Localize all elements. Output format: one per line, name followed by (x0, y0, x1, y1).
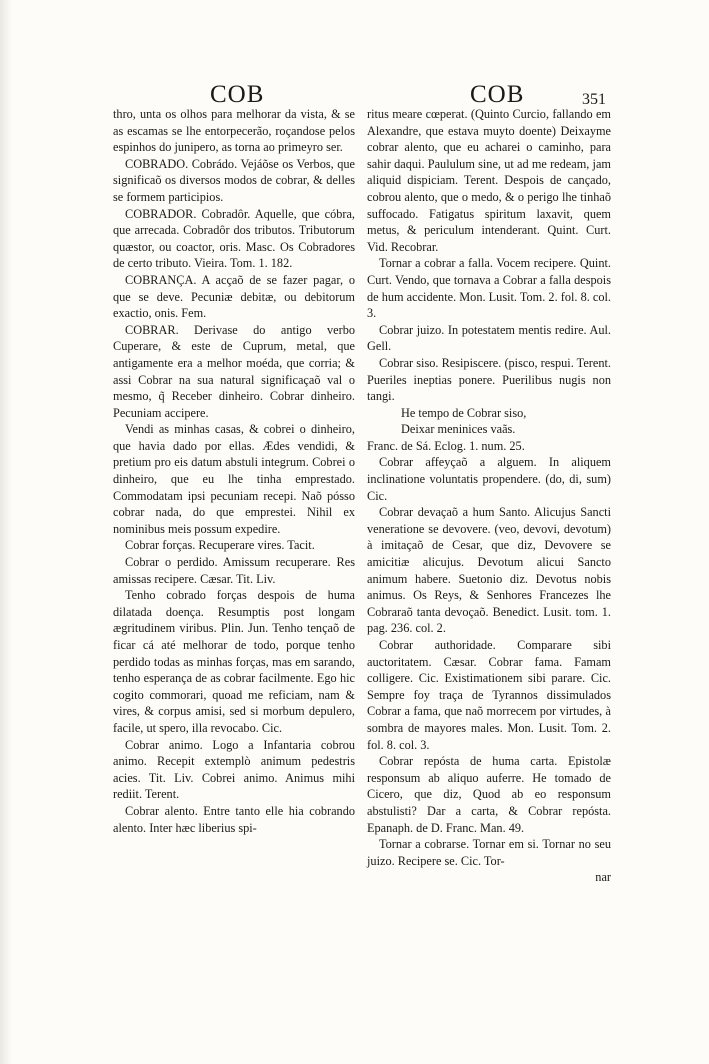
entry-paragraph: Cobrar forças. Recuperare vires. Tacit. (125, 538, 315, 553)
entry-paragraph: Cobrar authoridade. Comparare sibi auctoritatem. Cæsar. Cobrar fama. Famam colligere. Cic. Existimationem sibi parare. Cic. Sempre foy traça de Tyrannos dissimulados Cobrar a fama, que naõ morrecem por virtudes, à sombra de mayores males. Mon. Lusit. Tom. 2. fol. 8. col. 3. (367, 638, 611, 752)
entry-paragraph: Cobrar repósta de huma carta. Epistolæ responsum ab aliquo auferre. He tomado de Cicero, que diz, Quod ab eo responsum abstulisti? Dar a carta, & Cobrar repósta. Epanaph. de D. Franc. Man. 49. (367, 754, 611, 835)
entry-paragraph: Tornar a cobrarse. Tornar em si. Tornar no seu juizo. Recipere se. Cic. Tor- (367, 837, 611, 868)
entry-cobrar: COBRAR. Derivase do antigo verbo Cuperare, & este de Cuprum, metal, que antigamente era a melhor moéda, que corria; & assi Cobrar na sua natural significaçaõ val o mesmo, q̃ Receber dinheiro. Cobrar dinheiro. Pecuniam accipere. (113, 322, 355, 420)
entry-paragraph: Cobrar animo. Logo a Infantaria cobrou animo. Recepit extemplò animum pedestris acies. Tit. Liv. Cobrei animo. Animus mihi rediit. Terent. (113, 737, 355, 802)
entry-paragraph: Cobrar o perdido. Amissum recuperare. Res amissas recipere. Cæsar. Tit. Liv. (113, 555, 355, 586)
page-number: 351 (582, 91, 606, 108)
left-column (113, 106, 355, 836)
entry-paragraph: Cobrar siso. Resipiscere. (pisco, respui. Terent. Pueriles ineptias ponere. Puerilibus nugis non tangi. (367, 355, 611, 404)
running-head-right: COB (470, 81, 525, 108)
entry-paragraph: ritus meare cœperat. (Quinto Curcio, fallando em Alexandre, que estava muyto doente) Deixayme cobrar alento, que eu acharei o caminho, para sahir daqui. Paululum sine, ut ad me redeam, jam aliquid dispiciam. Terent. Despois de cançado, cobrou alento, que o medo, & o perigo lhe tinhaõ suffocado. Fatigatus spiritum laxavit, quem metus, & periculum intenderant. Quint. Curt. Vid. Recobrar. (367, 107, 611, 254)
entry-paragraph: Cobrar alento. Entre tanto elle hia cobrando alento. Inter hæc liberius spi- (113, 803, 355, 835)
entry-paragraph: Vendi as minhas casas, & cobrei o dinheiro, que havia dado por ellas. Ædes vendidi, & pretium pro eis datum abstuli integrum. Cobrei o dinheiro, que eu lhe tinha emprestado. Commodatam ipsi pecuniam recepi. Naõ pósso cobrar nada, do que emprestei. Nihil ex nominibus meis possum expedire. (113, 422, 355, 536)
right-column (367, 106, 611, 886)
running-head-left: COB (210, 81, 265, 108)
entry-paragraph: Cobrar affeyçaõ a alguem. In aliquem inclinatione voluntatis propendere. (do, di, sum) Cic. (367, 455, 611, 503)
catchword: nar (595, 870, 611, 885)
citation-line: Franc. de Sá. Eclog. 1. num. 25. (367, 438, 525, 453)
entry-paragraph: Cobrar juizo. In potestatem mentis redire. Aul. Gell. (367, 322, 611, 354)
verse-line: Deixar meninices vaãs. (401, 422, 516, 437)
entry-paragraph: Cobrar devaçaõ a hum Santo. Alicujus Sancti veneratione se devovere. (veo, devovi, devotum) à imitaçaõ de Cesar, que diz, Devovere se amicitiæ alicujus. Devotum alicui Sancto animum habere. Suetonio diz. Devotus nobis animus. Os Reys, & Senhores Francezes lhe Cobraraõ tanta devoçaõ. Benedict. Lusit. tom. 1. pag. 236. col. 2. (367, 505, 611, 636)
entry-paragraph: Tenho cobrado forças despois de huma dilatada doença. Resumptis post longam ægritudinem viribus. Plin. Jun. Tenho tençaõ de ficar cá até melhorar de todo, porque tenho perdido todas as minhas forças, mas em sarando, tenho esperança de as cobrar facilmente. Ego hic cogito commorari, quoad me reficiam, nam & vires, & corpus amisi, sed si morbum depulero, facile, ut spero, illa revocabo. Cic. (113, 588, 355, 735)
entry-paragraph: thro, unta os olhos para melhorar da vista, & se as escamas se lhe entorpecerão, roçandose pelos espinhos do junipero, as torna ao primeyro ser. (113, 107, 355, 155)
entry-paragraph: Tornar a cobrar a falla. Vocem recipere. Quint. Curt. Vendo, que tornava a Cobrar a falla despois de hum accidente. Mon. Lusit. Tom. 2. fol. 8. col. 3. (367, 256, 611, 321)
entry-cobrador: COBRADOR. Cobradôr. Aquelle, que cóbra, que arrecada. Cobradôr dos tributos. Tributorum quæstor, ou coactor, oris. Masc. Os Cobradores de certo tributo. Vieira. Tom. 1. 182. (113, 206, 355, 271)
gutter-shadow (0, 0, 12, 1064)
entry-cobrado: COBRADO. Cobrádo. Vejáõse os Verbos, que significaõ os diversos modos de cobrar, & delles se formem participios. (113, 156, 355, 204)
entry-cobranca: COBRANÇA. A acçaõ de se fazer pagar, o que se deve. Pecuniæ debitæ, ou debitorum exactio, onis. Fem. (113, 272, 355, 321)
verse-line: He tempo de Cobrar siso, (401, 405, 527, 420)
